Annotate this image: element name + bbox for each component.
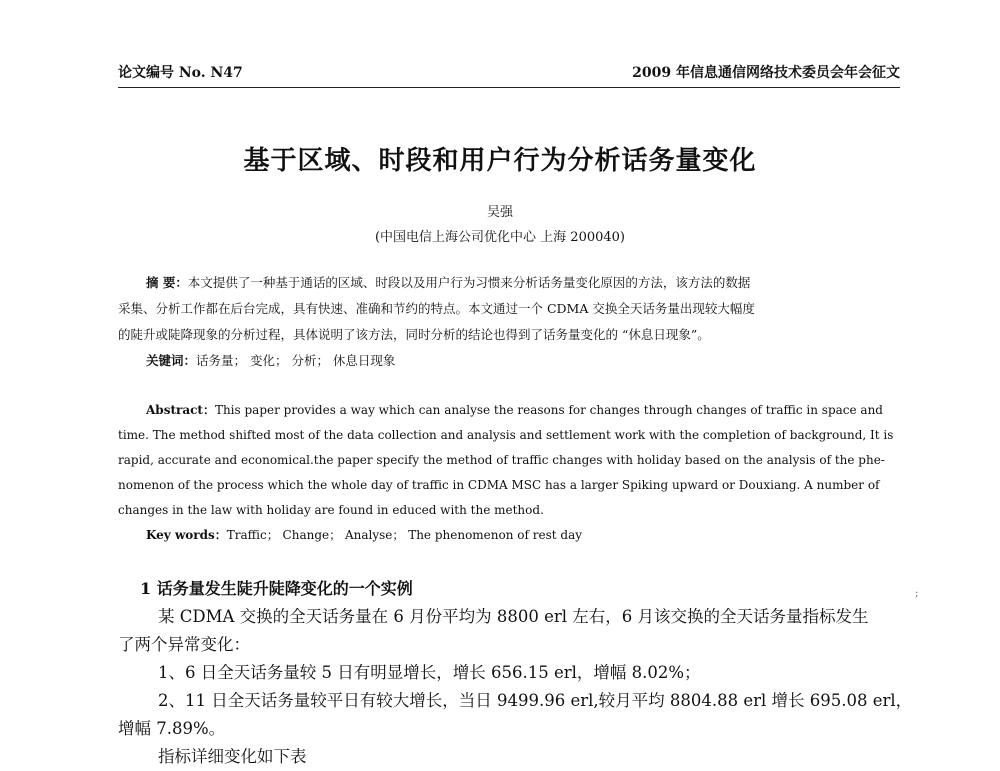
abstract-cn-label: 摘 要： <box>146 275 188 290</box>
abstract-en-label: Abstract： <box>146 403 215 417</box>
section-1-body <box>118 603 913 771</box>
body-line: 指标详细变化如下表 <box>158 747 307 766</box>
running-header <box>118 62 900 86</box>
body-line: 某 CDMA 交换的全天话务量在 6 月份平均为 8800 erl 左右，6 月该交换的全天话务量指标发生 <box>158 607 869 626</box>
abstract-en-line: time. The method shifted most of the data collection and analysis and settlement work with the completion of background, It is <box>118 428 894 442</box>
margin-mark: ; <box>915 588 919 599</box>
abstract-en-line: rapid, accurate and economical.the paper specify the method of traffic changes with holiday based on the analysis of the phe- <box>118 453 885 467</box>
header-rule <box>118 87 900 88</box>
keywords-en: Key words：Traffic； Change； Analyse； The phenomenon of rest day <box>146 528 583 542</box>
keywords-cn: 关键词：话务量； 变化； 分析； 休息日现象 <box>146 353 396 368</box>
paper-title: 基于区域、时段和用户行为分析话务量变化 <box>243 146 757 176</box>
abstract-cn-line: 采集、分析工作都在后台完成，具有快速、准确和节约的特点。本文通过一个 CDMA 交换全天话务量出现较大幅度 <box>118 301 755 316</box>
body-line: 了两个异常变化： <box>118 635 250 654</box>
body-line: 增幅 7.89%。 <box>118 719 226 738</box>
affiliation: (中国电信上海公司优化中心 上海 200040) <box>374 230 626 245</box>
body-line: 2、11 日全天话务量较平日有较大增长，当日 9499.96 erl,较月平均 8804.88 erl 增长 695.08 erl， <box>158 691 913 710</box>
abstract-english <box>118 398 900 548</box>
abstract-cn-line: 的陡升或陡降现象的分析过程，具体说明了该方法，同时分析的结论也得到了话务量变化的 “休息日现象”。 <box>118 327 710 342</box>
abstract-cn-line: 摘 要：本文提供了一种基于通话的区域、时段以及用户行为习惯来分析话务量变化原因的方法，该方法的数据 <box>146 275 751 290</box>
section-1-heading: 1 话务量发生陡升陡降变化的一个实例 <box>140 579 413 598</box>
keywords-en-label: Key words： <box>146 528 227 542</box>
abstract-en-line: Abstract：This paper provides a way which can analyse the reasons for changes through changes of traffic in space and <box>146 403 883 417</box>
author: 吴强 <box>486 205 513 220</box>
paper-number: 论文编号 No. N47 <box>118 65 243 81</box>
abstract-chinese <box>118 270 900 374</box>
abstract-en-line: changes in the law with holiday are found in educed with the method. <box>118 503 544 517</box>
keywords-cn-label: 关键词： <box>146 353 197 368</box>
abstract-en-line: nomenon of the process which the whole day of traffic in CDMA MSC has a larger Spiking upward or Douxiang. A number of <box>118 478 880 492</box>
conference-name: 2009 年信息通信网络技术委员会年会征文 <box>632 65 900 81</box>
body-line: 1、6 日全天话务量较 5 日有明显增长，增长 656.15 erl，增幅 8.02%； <box>158 663 701 682</box>
